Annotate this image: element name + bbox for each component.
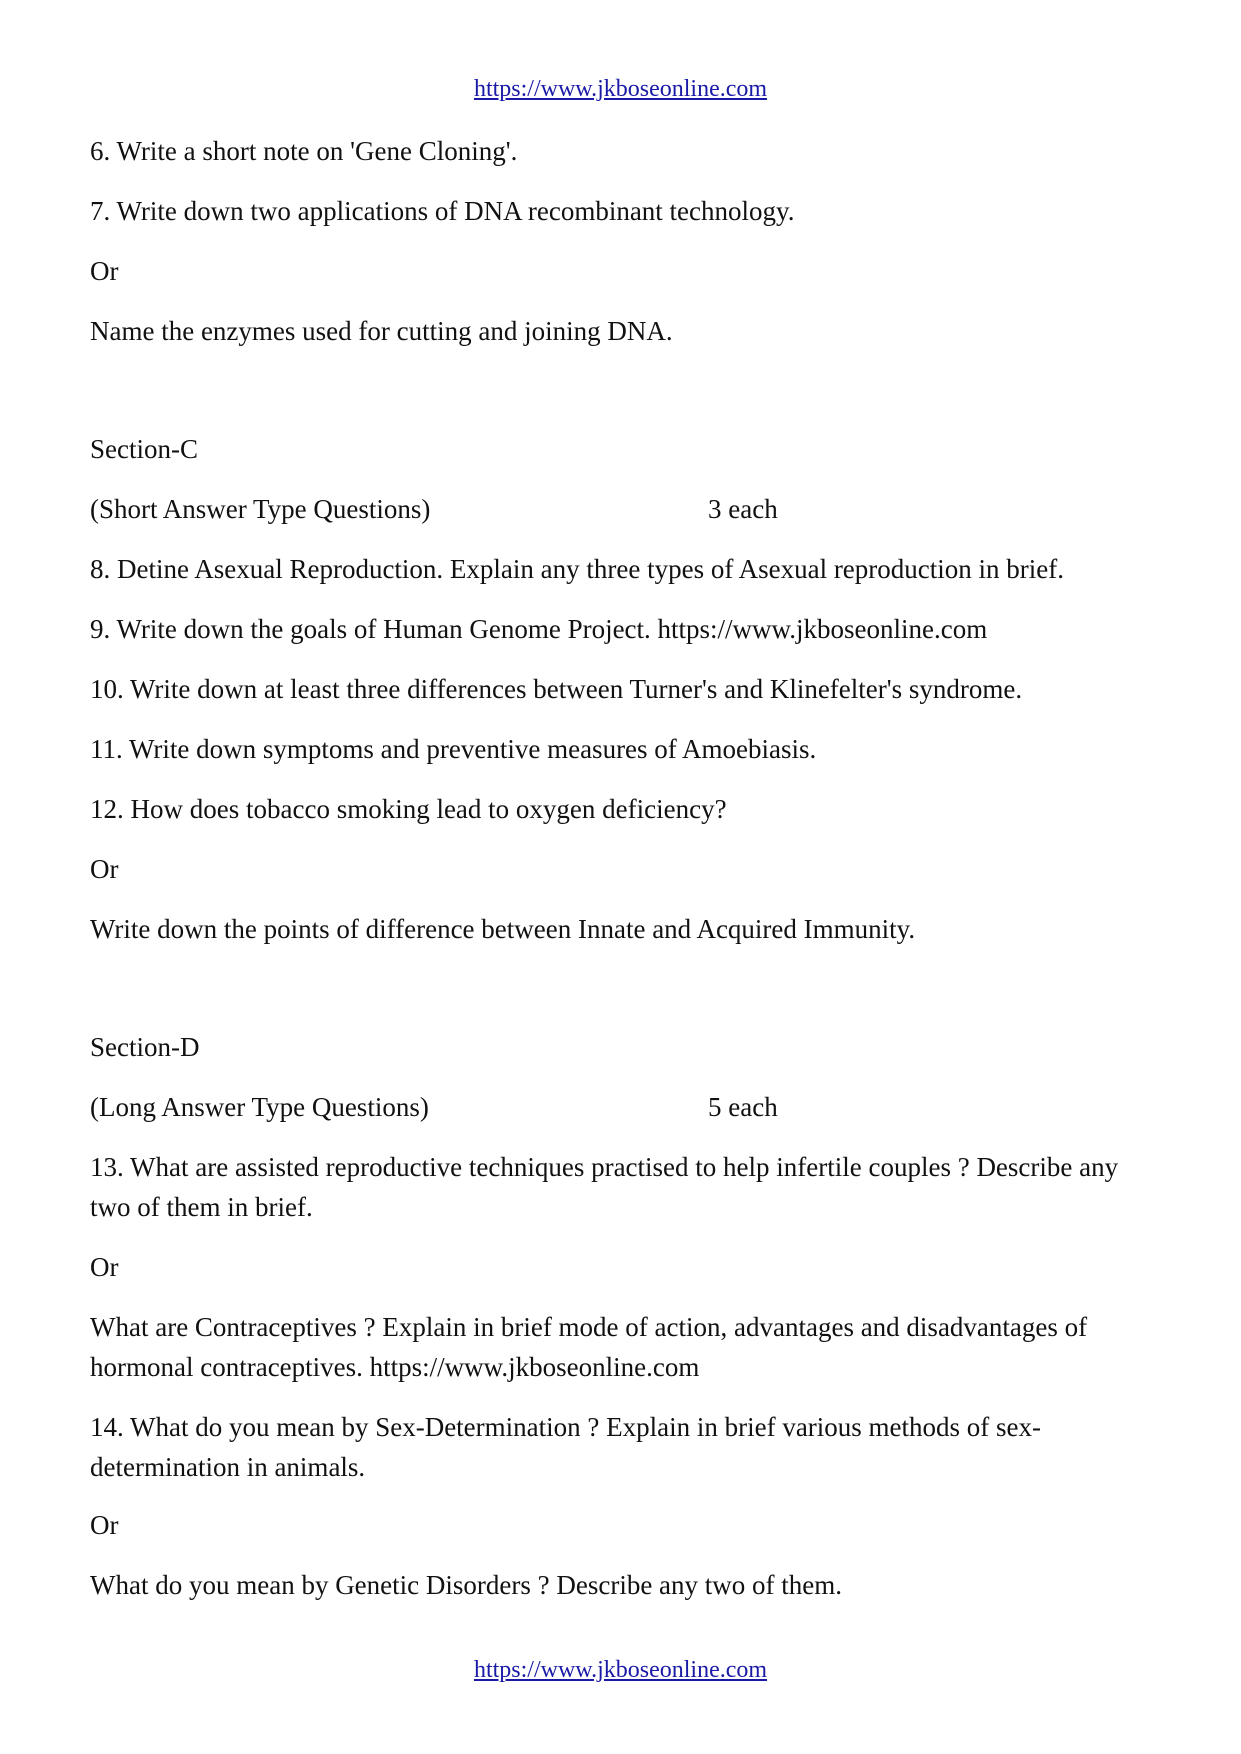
question-7-alternative: Name the enzymes used for cutting and joining DNA. — [90, 316, 673, 346]
question-12: 12. How does tobacco smoking lead to oxygen deficiency? — [90, 794, 727, 824]
section-c-subheading — [90, 489, 1170, 529]
question-14: 14. What do you mean by Sex-Determination ? Explain in brief various methods of sex-determination in animals. — [90, 1412, 1042, 1482]
section-c-marks: 3 each — [708, 494, 778, 524]
question-10: 10. Write down at least three differences between Turner's and Klinefelter's syndrome. — [90, 674, 1023, 704]
section-c-type: (Short Answer Type Questions) — [90, 494, 431, 524]
or-label: Or — [90, 1252, 119, 1282]
question-7: 7. Write down two applications of DNA recombinant technology. — [90, 196, 795, 226]
or-label: Or — [90, 1510, 119, 1540]
question-12-alternative: Write down the points of difference between Innate and Acquired Immunity. — [90, 914, 916, 944]
or-label: Or — [90, 854, 119, 884]
question-13-alternative: What are Contraceptives ? Explain in brief mode of action, advantages and disadvantages of hormonal contraceptives. https://www.jkboseonline.com — [90, 1312, 1088, 1382]
question-11: 11. Write down symptoms and preventive measures of Amoebiasis. — [90, 734, 817, 764]
section-d-subheading — [90, 1087, 1170, 1127]
section-d-marks: 5 each — [708, 1092, 778, 1122]
section-c-heading: Section-C — [90, 434, 198, 464]
question-9: 9. Write down the goals of Human Genome Project. https://www.jkboseonline.com — [90, 614, 988, 644]
header-link[interactable]: https://www.jkboseonline.com — [473, 76, 768, 102]
section-d-type: (Long Answer Type Questions) — [90, 1092, 429, 1122]
question-14-alternative: What do you mean by Genetic Disorders ? Describe any two of them. — [90, 1570, 843, 1600]
or-label: Or — [90, 256, 119, 286]
footer-link[interactable]: https://www.jkboseonline.com — [473, 1657, 768, 1683]
question-8: 8. Detine Asexual Reproduction. Explain any three types of Asexual reproduction in brief. — [90, 554, 1064, 584]
question-6: 6. Write a short note on 'Gene Cloning'. — [90, 136, 518, 166]
question-13: 13. What are assisted reproductive techniques practised to help infertile couples ? Describe any two of them in brief. — [90, 1152, 1119, 1222]
section-d-heading: Section-D — [90, 1032, 200, 1062]
